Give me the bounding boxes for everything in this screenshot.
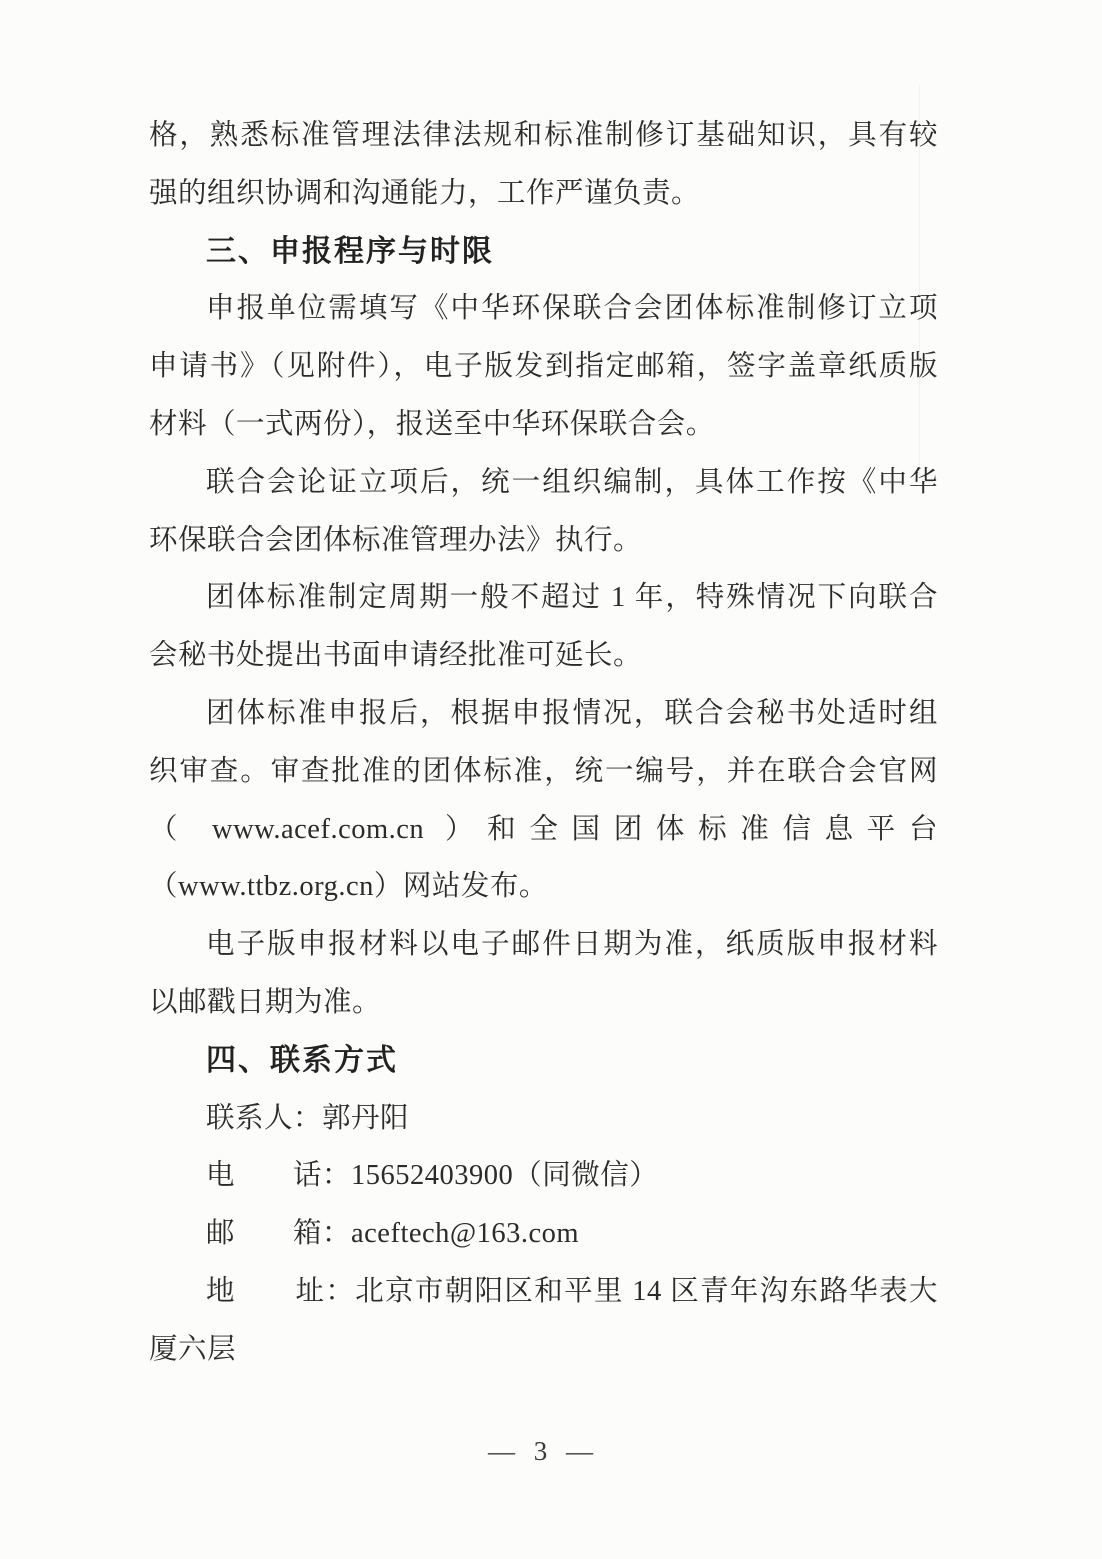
body-line: 申报单位需填写《中华环保联合会团体标准制修订立项 bbox=[206, 293, 938, 325]
body-line: 强的组织协调和沟通能力，工作严谨负责。 bbox=[149, 177, 701, 209]
contact-email-line: 邮 箱：aceftech@163.com bbox=[206, 1218, 580, 1250]
contact-person-line: 联系人：郭丹阳 bbox=[206, 1102, 410, 1134]
body-line-website: （www.ttbz.org.cn）网站发布。 bbox=[149, 871, 548, 903]
section-heading-3: 三、申报程序与时限 bbox=[206, 234, 494, 268]
body-line: 联合会论证立项后，统一组织编制，具体工作按《中华 bbox=[206, 466, 938, 498]
body-line: 团体标准制定周期一般不超过 1 年，特殊情况下向联合 bbox=[206, 582, 938, 614]
document-body bbox=[149, 107, 938, 1379]
contact-phone-line: 电 话：15652403900（同微信） bbox=[206, 1160, 659, 1192]
body-line: 织审查。审查批准的团体标准，统一编号，并在联合会官网 bbox=[149, 755, 938, 787]
body-line: 申请书》（见附件），电子版发到指定邮箱，签字盖章纸质版 bbox=[149, 351, 938, 383]
page-number: — 3 — bbox=[488, 1436, 599, 1466]
contact-address-line-2: 厦六层 bbox=[149, 1333, 237, 1365]
body-line-website: （ www.acef.com.cn ）和全国团体标准信息平台 bbox=[149, 813, 938, 845]
contact-address-line: 地 址：北京市朝阳区和平里 14 区青年沟东路华表大 bbox=[206, 1275, 938, 1307]
body-line: 材料（一式两份），报送至中华环保联合会。 bbox=[149, 408, 715, 440]
body-line: 以邮戳日期为准。 bbox=[149, 986, 382, 1018]
body-line: 格，熟悉标准管理法律法规和标准制修订基础知识，具有较 bbox=[149, 120, 938, 151]
body-line: 电子版申报材料以电子邮件日期为准，纸质版申报材料 bbox=[206, 929, 938, 961]
body-line: 环保联合会团体标准管理办法》执行。 bbox=[149, 524, 643, 556]
body-line: 团体标准申报后，根据申报情况，联合会秘书处适时组 bbox=[206, 697, 938, 729]
body-line: 会秘书处提出书面申请经批准可延长。 bbox=[149, 640, 643, 672]
section-heading-4: 四、联系方式 bbox=[206, 1043, 398, 1077]
